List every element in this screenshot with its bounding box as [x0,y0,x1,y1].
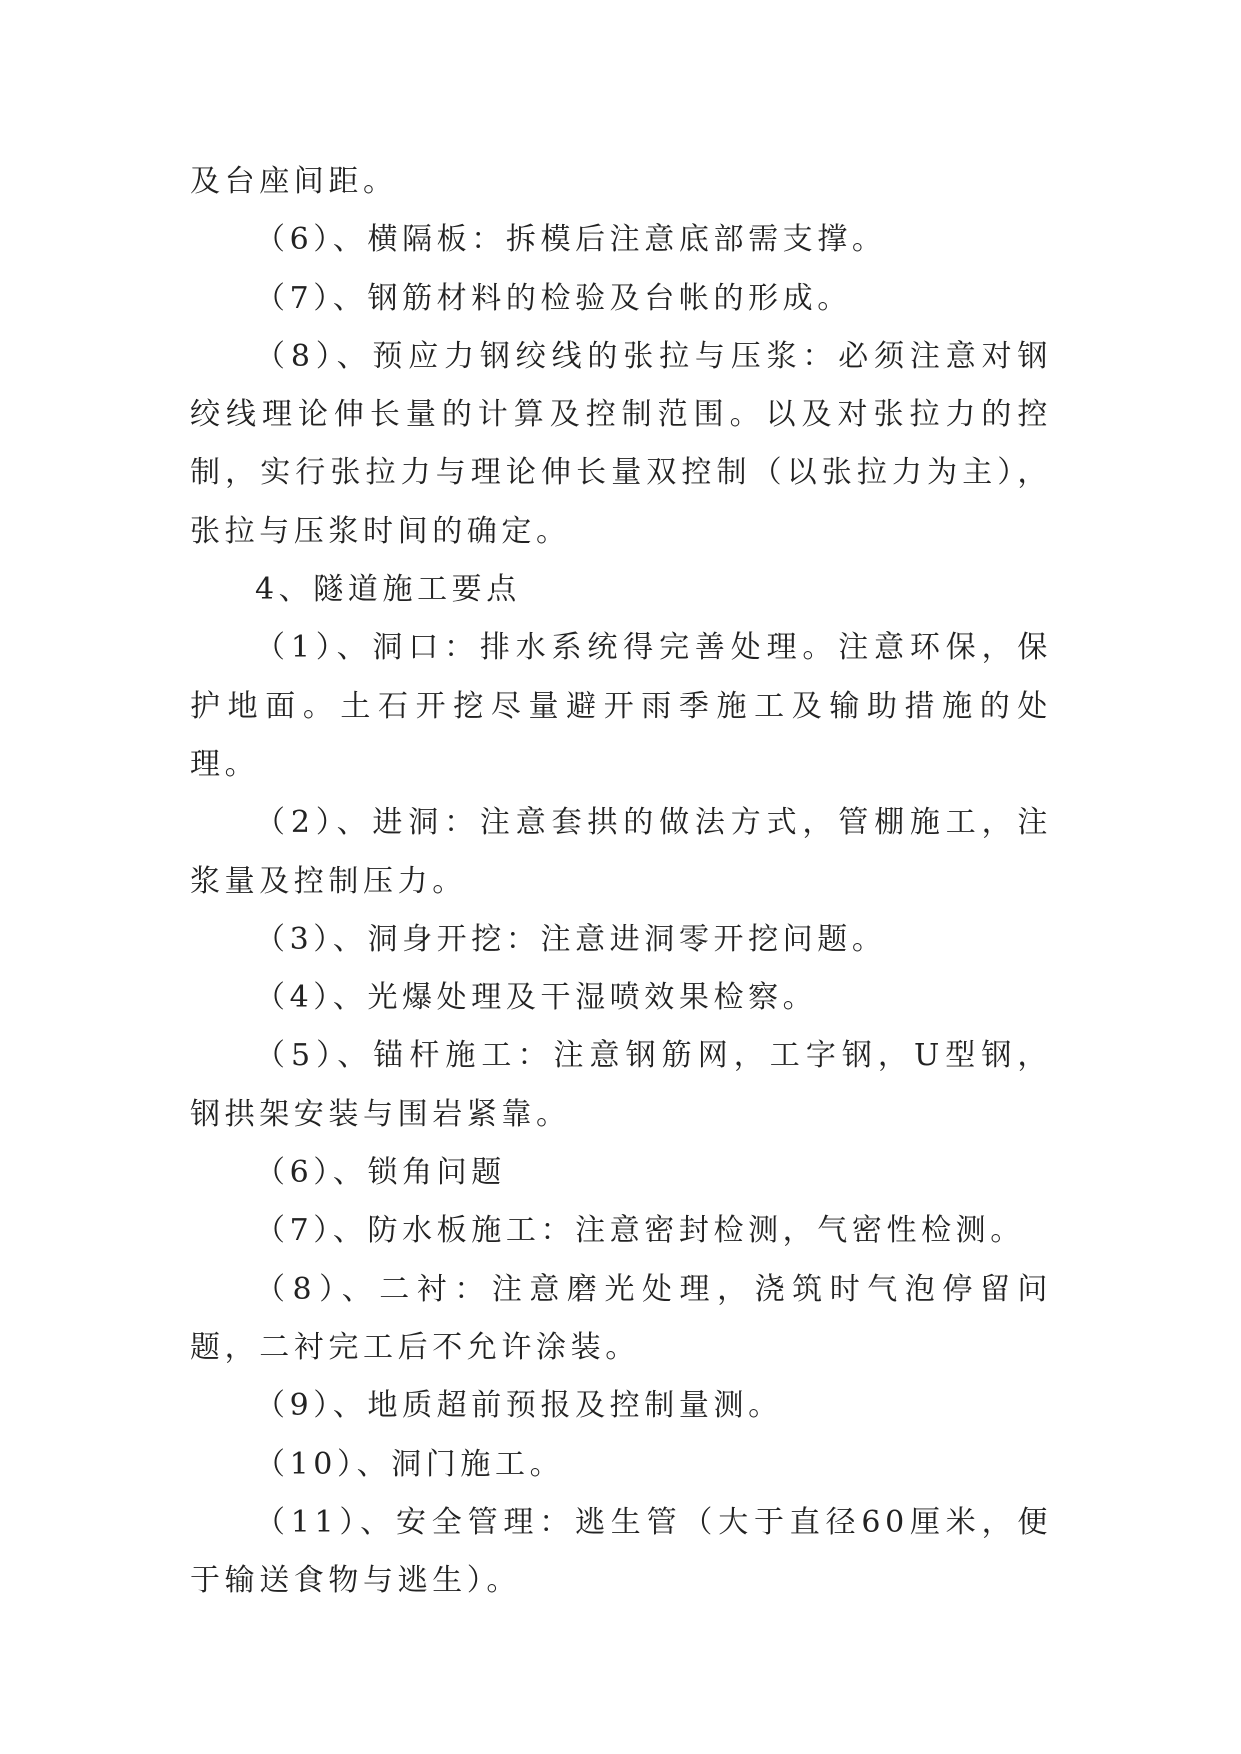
section-heading-tunnel: 4、隧道施工要点 [255,572,521,608]
paragraph-rebar-inspection: （7）、钢筋材料的检验及台帐的形成。 [255,280,852,316]
paragraph-safety-management: （11）、安全管理：逃生管（大于直径60厘米，便于输送食物与逃生）。 [190,1504,1052,1599]
paragraph-secondary-lining: （8）、二衬：注意磨光处理，浇筑时气泡停留问题，二衬完工后不允许涂装。 [190,1271,1052,1365]
paragraph-diaphragm: （6）、横隔板：拆模后注意底部需支撑。 [255,222,887,258]
paragraph-excavation: （3）、洞身开挖：注意进洞零开挖问题。 [255,921,887,957]
paragraph-portal-construction: （10）、洞门施工。 [255,1446,565,1482]
paragraph-lock-foot: （6）、锁角问题 [255,1155,506,1191]
paragraph-waterproof-board: （7）、防水板施工：注意密封检测，气密性检测。 [255,1213,1025,1249]
document-body [190,153,1052,1610]
paragraph-entering-tunnel: （2）、进洞：注意套拱的做法方式，管棚施工，注浆量及控制压力。 [190,805,1052,899]
paragraph-geological-forecast: （9）、地质超前预报及控制量测。 [255,1388,783,1424]
paragraph-anchor-bolt: （5）、锚杆施工：注意钢筋网，工字钢，U型钢，钢拱架安装与围岩紧靠。 [190,1038,1052,1132]
paragraph-continuation: 及台座间距。 [190,164,398,199]
paragraph-smooth-blasting: （4）、光爆处理及干湿喷效果检察。 [255,980,818,1016]
paragraph-portal: （1）、洞口：排水系统得完善处理。注意环保，保护地面。土石开挖尽量避开雨季施工及输助措施的处理。 [190,630,1052,782]
paragraph-prestress-tensioning: （8）、预应力钢绞线的张拉与压浆：必须注意对钢绞线理论伸长量的计算及控制范围。以及对张拉力的控制，实行张拉力与理论伸长量双控制（以张拉力为主），张拉与压浆时间的确定。 [190,338,1052,549]
